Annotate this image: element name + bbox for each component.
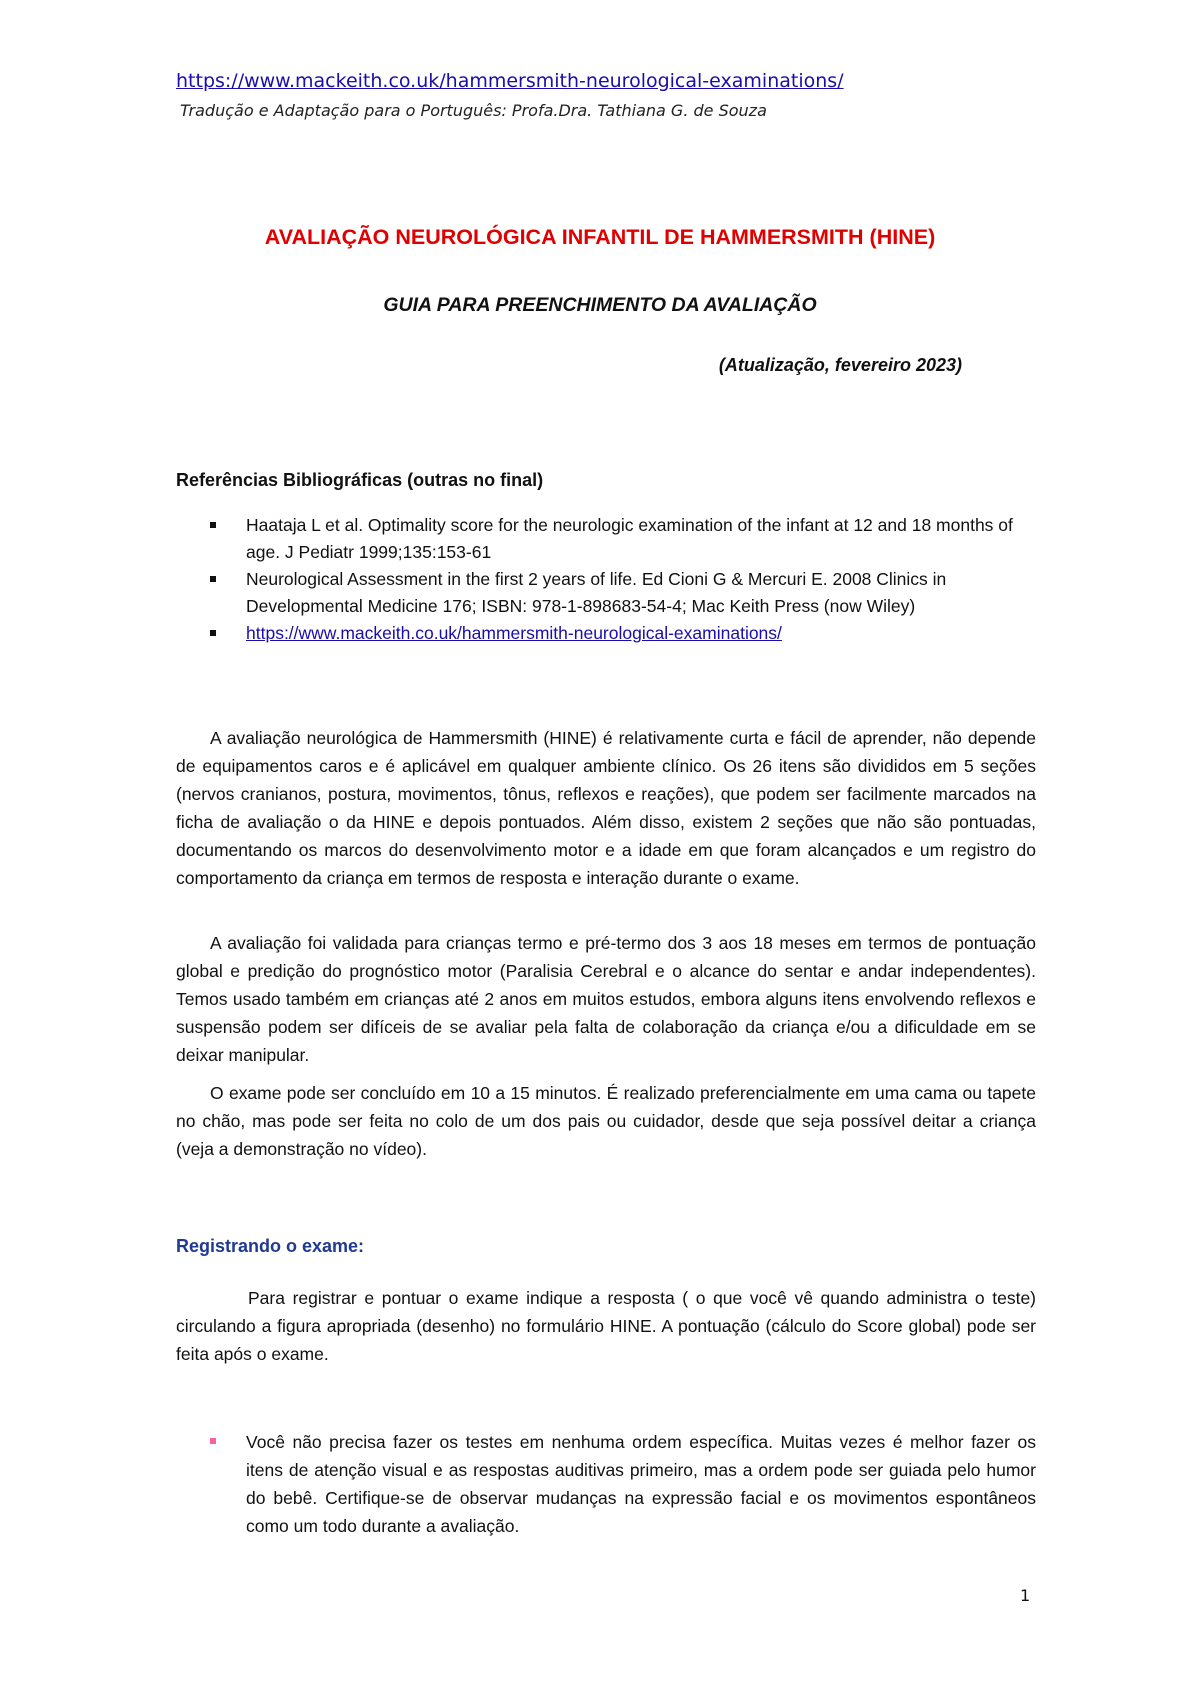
duration-paragraph-text: O exame pode ser concluído em 10 a 15 minutos. É realizado preferencialmente em uma cama ou tapete no chão, mas pode ser feita no colo de um dos pais ou cuidador, desde que seja possível deitar a criança (veja a demonstração no vídeo). bbox=[176, 1083, 1036, 1159]
intro-paragraph-text: A avaliação neurológica de Hammersmith (HINE) é relativamente curta e fácil de aprender, não depende de equipamentos caros e é aplicável em qualquer ambiente clínico. Os 26 itens são divididos em 5 seções (nervos cranianos, postura, movimentos, tônus, reflexos e reações), que podem ser facilmente marcados na ficha de avaliação o da HINE e depois pontuados. Além disso, existem 2 seções que não são pontuadas, documentando os marcos do desenvolvimento motor e a idade em que foram alcançados e um registro do comportamento da criança em termos de resposta e interação durante o exame. bbox=[176, 728, 1036, 888]
recording-paragraph bbox=[176, 1284, 1036, 1368]
reference-item bbox=[176, 566, 1036, 620]
translation-credit: Tradução e Adaptação para o Português: Profa.Dra. Tathiana G. de Souza bbox=[180, 101, 767, 120]
reference-item bbox=[176, 512, 1036, 566]
reference-text: Neurological Assessment in the first 2 years of life. Ed Cioni G & Mercuri E. 2008 Clinics in Developmental Medicine 176; ISBN: 978-1-898683-54-4; Mac Keith Press (now Wiley) bbox=[246, 569, 947, 616]
validation-paragraph bbox=[176, 929, 1036, 1069]
pink-square-bullet-icon bbox=[210, 1438, 216, 1444]
intro-paragraph bbox=[176, 724, 1036, 892]
update-date: (Atualização, fevereiro 2023) bbox=[718, 355, 962, 375]
square-bullet-icon bbox=[210, 630, 216, 636]
page-number: 1 bbox=[1020, 1586, 1031, 1605]
recording-bullets bbox=[176, 1428, 1036, 1540]
square-bullet-icon bbox=[210, 576, 216, 582]
recording-paragraph-text: Para registrar e pontuar o exame indique a resposta ( o que você vê quando administra o teste) circulando a figura apropriada (desenho) no formulário HINE. A pontuação (cálculo do Score global) pode ser feita após o exame. bbox=[176, 1288, 1036, 1364]
main-title: AVALIAÇÃO NEUROLÓGICA INFANTIL DE HAMMERSMITH (HINE) bbox=[264, 225, 936, 249]
reference-text: Haataja L et al. Optimality score for the neurologic examination of the infant at 12 and 18 months of age. J Pediatr 1999;135:153-61 bbox=[246, 515, 1013, 562]
recording-bullet-text: Você não precisa fazer os testes em nenhuma ordem específica. Muitas vezes é melhor fazer os itens de atenção visual e as respostas auditivas primeiro, mas a ordem pode ser guiada pelo humor do bebê. Certifique-se de observar mudanças na expressão facial e os movimentos espontâneos como um todo durante a avaliação. bbox=[246, 1432, 1036, 1536]
header-link[interactable]: https://www.mackeith.co.uk/hammersmith-neurological-examinations/ bbox=[176, 70, 844, 92]
reference-item bbox=[176, 620, 1036, 647]
references-heading: Referências Bibliográficas (outras no final) bbox=[176, 470, 544, 490]
square-bullet-icon bbox=[210, 522, 216, 528]
validation-paragraph-text: A avaliação foi validada para crianças termo e pré-termo dos 3 aos 18 meses em termos de pontuação global e predição do prognóstico motor (Paralisia Cerebral e o alcance do sentar e andar independentes). Temos usado também em crianças até 2 anos em muitos estudos, embora alguns itens envolvendo reflexos e suspensão podem ser difíceis de se avaliar pela falta de colaboração da criança e/ou a dificuldade em se deixar manipular. bbox=[176, 933, 1036, 1065]
recording-heading: Registrando o exame: bbox=[176, 1236, 365, 1256]
subtitle: GUIA PARA PREENCHIMENTO DA AVALIAÇÃO bbox=[383, 294, 817, 316]
recording-bullet-item bbox=[176, 1428, 1036, 1540]
reference-link[interactable]: https://www.mackeith.co.uk/hammersmith-neurological-examinations/ bbox=[246, 623, 782, 643]
duration-paragraph bbox=[176, 1079, 1036, 1163]
references-list bbox=[176, 512, 1036, 647]
